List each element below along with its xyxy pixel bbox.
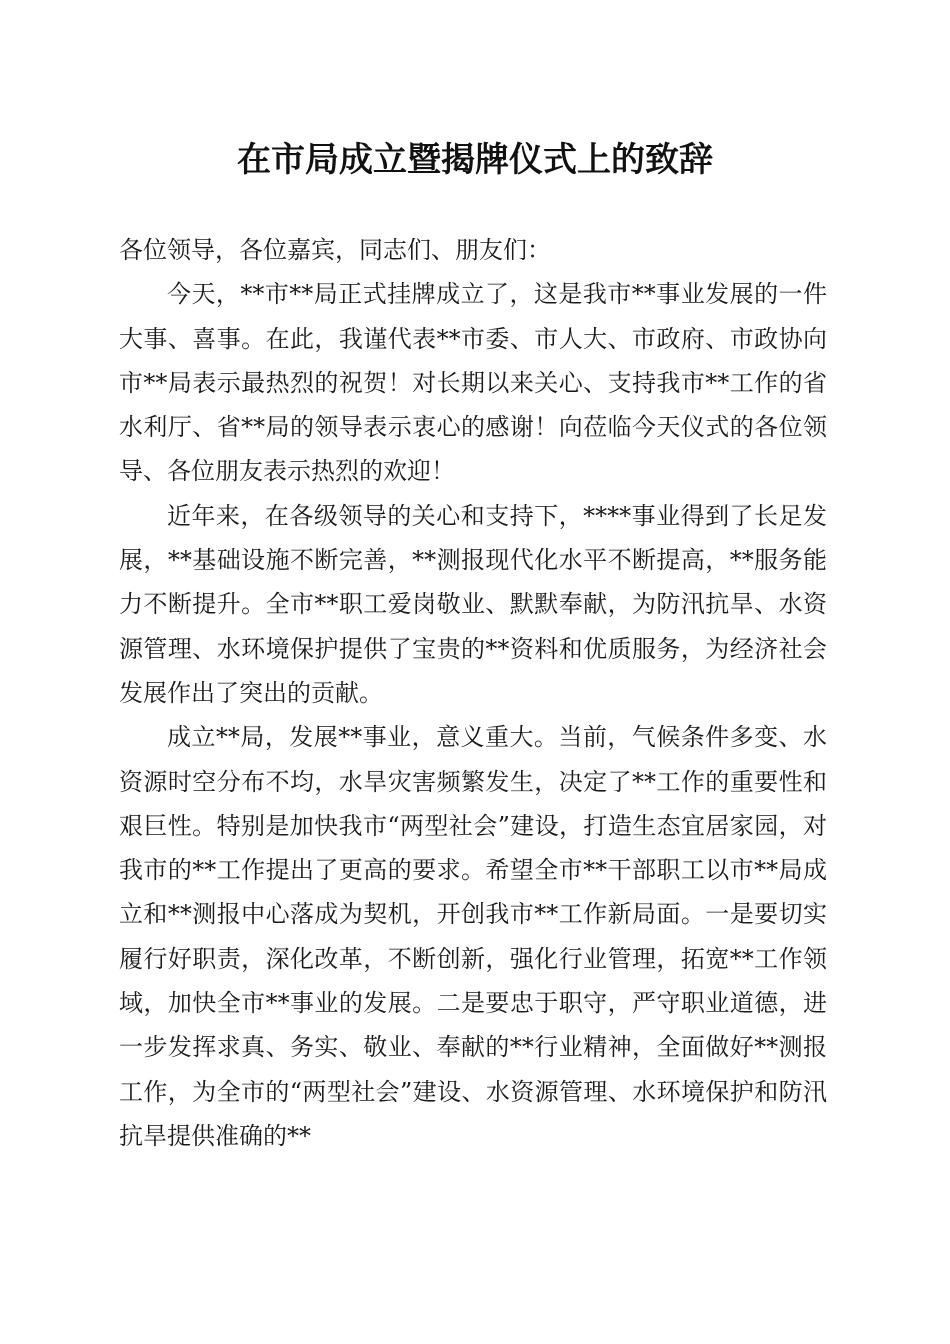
salutation: 各位领导，各位嘉宾，同志们、朋友们：: [119, 236, 551, 264]
document-body: [119, 228, 827, 1158]
document-title: 在市局成立暨揭牌仪式上的致辞: [237, 140, 713, 180]
paragraph-2: 近年来，在各级领导的关心和支持下，****事业得到了长足发展，**基础设施不断完善，**测报现代化水平不断提高，**服务能力不断提升。全市**职工爱岗敬业、默默奉献，为防汛抗旱、水资源管理、水环境保护提供了宝贵的**资料和优质服务，为经济社会发展作出了突出的贡献。: [119, 501, 827, 707]
paragraph-3: 成立**局，发展**事业，意义重大。当前，气候条件多变、水资源时空分布不均，水旱灾害频繁发生，决定了**工作的重要性和艰巨性。特别是加快我市“两型社会”建设，打造生态宜居家园，对我市的**工作提出了更高的要求。希望全市**干部职工以市**局成立和**测报中心落成为契机，开创我市**工作新局面。一是要切实履行好职责，深化改革，不断创新，强化行业管理，拓宽**工作领域，加快全市**事业的发展。二是要忠于职守，严守职业道德，进一步发挥求真、务实、敬业、奉献的**行业精神，全面做好**测报工作，为全市的“两型社会”建设、水资源管理、水环境保护和防汛抗旱提供准确的**: [119, 723, 827, 1150]
paragraph-1: 今天，**市**局正式挂牌成立了，这是我市**事业发展的一件大事、喜事。在此，我谨代表**市委、市人大、市政府、市政协向市**局表示最热烈的祝贺！对长期以来关心、支持我市**工作的省水利厅、省**局的领导表示衷心的感谢！向莅临今天仪式的各位领导、各位朋友表示热烈的欢迎！: [119, 280, 827, 486]
